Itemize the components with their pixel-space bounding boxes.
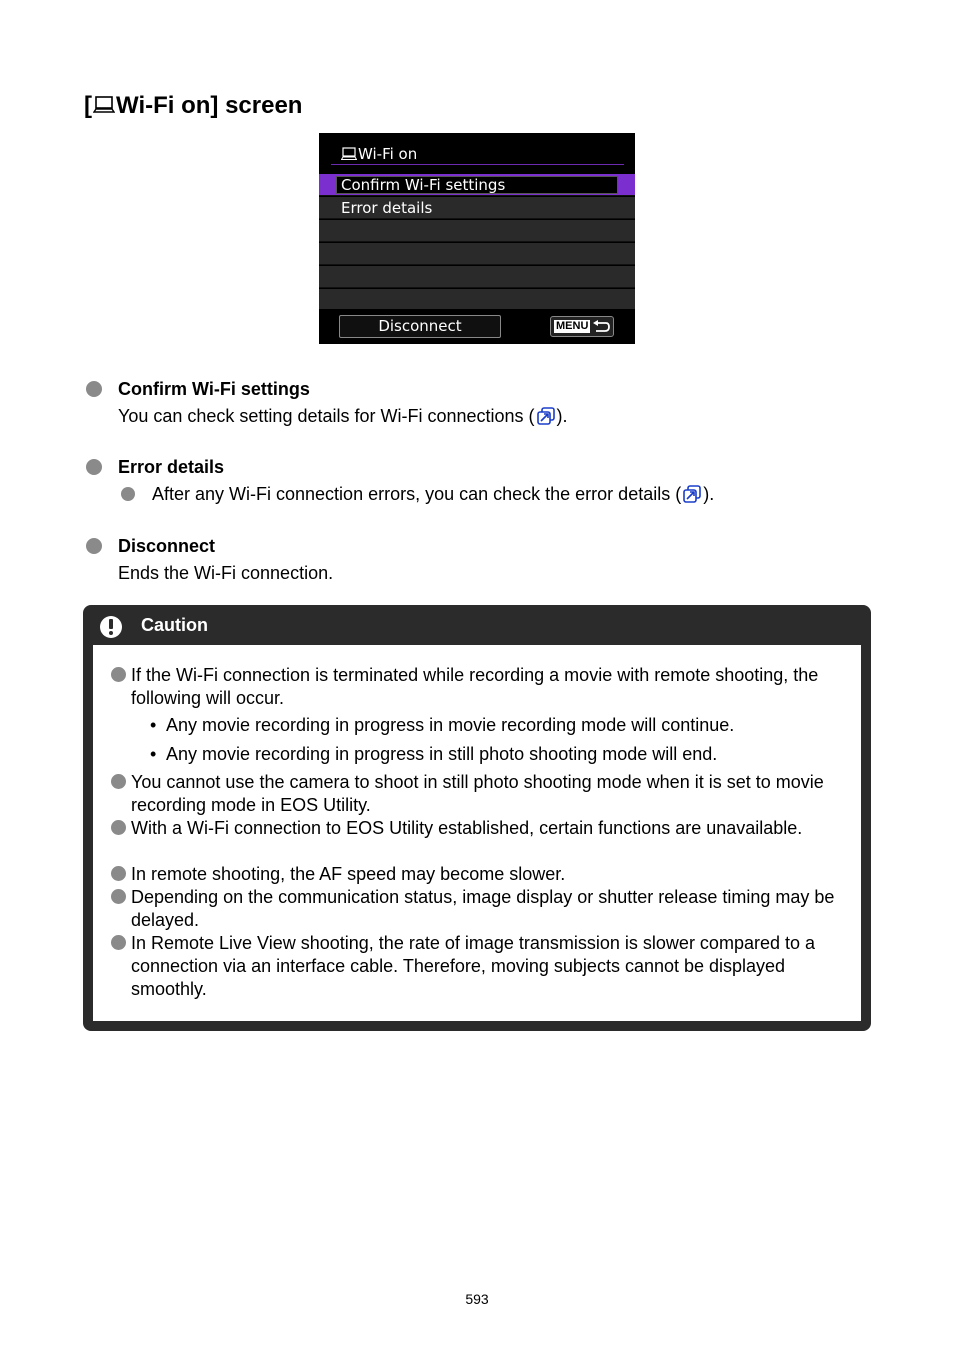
caution-sub-point: Any movie recording in progress in still photo shooting mode will end. [166,744,718,764]
page-link-icon[interactable] [682,484,702,509]
term-error-details: Error details [118,457,225,477]
menu-item-empty [319,243,635,265]
description-end: ). [703,484,715,504]
caution-title: Caution [141,615,208,635]
caution-bullet [111,667,126,682]
menu-item-empty [319,266,635,288]
caution-bullet [111,866,126,881]
description-disconnect: Ends the Wi-Fi connection. [118,563,334,583]
caution-bullet [111,774,126,789]
caution-bullet [111,820,126,835]
caution-header [83,605,871,645]
description-confirm-wifi-settings [118,405,568,431]
menu-item-label: Confirm Wi-Fi settings [341,176,506,194]
caution-point: If the Wi-Fi connection is terminated while recording a movie with remote shooting, the following will occur. [131,665,819,708]
description-error-details [152,483,714,509]
caution-bullet [111,935,126,950]
laptop-icon [93,94,115,124]
caution-box [83,605,871,1031]
caution-point: Depending on the communication status, image display or shutter release timing may be delayed. [131,887,835,930]
camera-screen-title: Wi-Fi on [358,145,418,163]
disconnect-button[interactable]: Disconnect [339,315,501,338]
caution-icon [99,615,123,639]
menu-item-confirm-wifi-settings[interactable] [319,174,635,196]
camera-screen [319,133,635,344]
menu-item-label: Error details [341,199,433,217]
list-bullet [86,538,102,554]
term-confirm-wifi-settings: Confirm Wi-Fi settings [118,379,310,399]
title-bracket: [ [84,92,92,119]
caution-point: With a Wi-Fi connection to EOS Utility established, certain functions are unavailable. [131,818,803,838]
description-text: You can check setting details for Wi-Fi connections ( [118,406,535,426]
term-disconnect: Disconnect [118,536,216,556]
description-text: After any Wi-Fi connection errors, you can check the error details ( [152,484,682,504]
caution-bullet [111,889,126,904]
sub-list-bullet [121,487,135,501]
menu-item-empty [319,220,635,242]
list-bullet [86,459,102,475]
camera-screen-header [341,144,417,164]
menu-item-error-details[interactable] [319,197,635,219]
caution-sub-point: Any movie recording in progress in movie recording mode will continue. [166,715,735,735]
sub-bullet: • [150,715,157,735]
menu-label: MENU [556,320,589,332]
return-arrow-icon [592,320,610,334]
menu-item-empty [319,289,635,311]
list-bullet [86,381,102,397]
page-number: 593 [465,1291,489,1307]
caution-point: You cannot use the camera to shoot in still photo shooting mode when it is set to movie recording mode in EOS Utility. [131,772,824,815]
menu-back-button[interactable] [550,316,614,337]
caution-point: In Remote Live View shooting, the rate of image transmission is slower compared to a connection via an interface cable. Therefore, moving subjects cannot be displayed smoothly. [131,933,815,999]
caution-body [93,645,861,1021]
page-title [84,91,302,124]
title-text: Wi-Fi on] screen [116,92,303,119]
sub-bullet: • [150,744,157,764]
description-end: ). [556,406,568,426]
page-link-icon[interactable] [536,406,556,431]
header-divider [331,164,624,165]
laptop-icon [341,147,357,161]
caution-point: In remote shooting, the AF speed may become slower. [131,864,566,884]
